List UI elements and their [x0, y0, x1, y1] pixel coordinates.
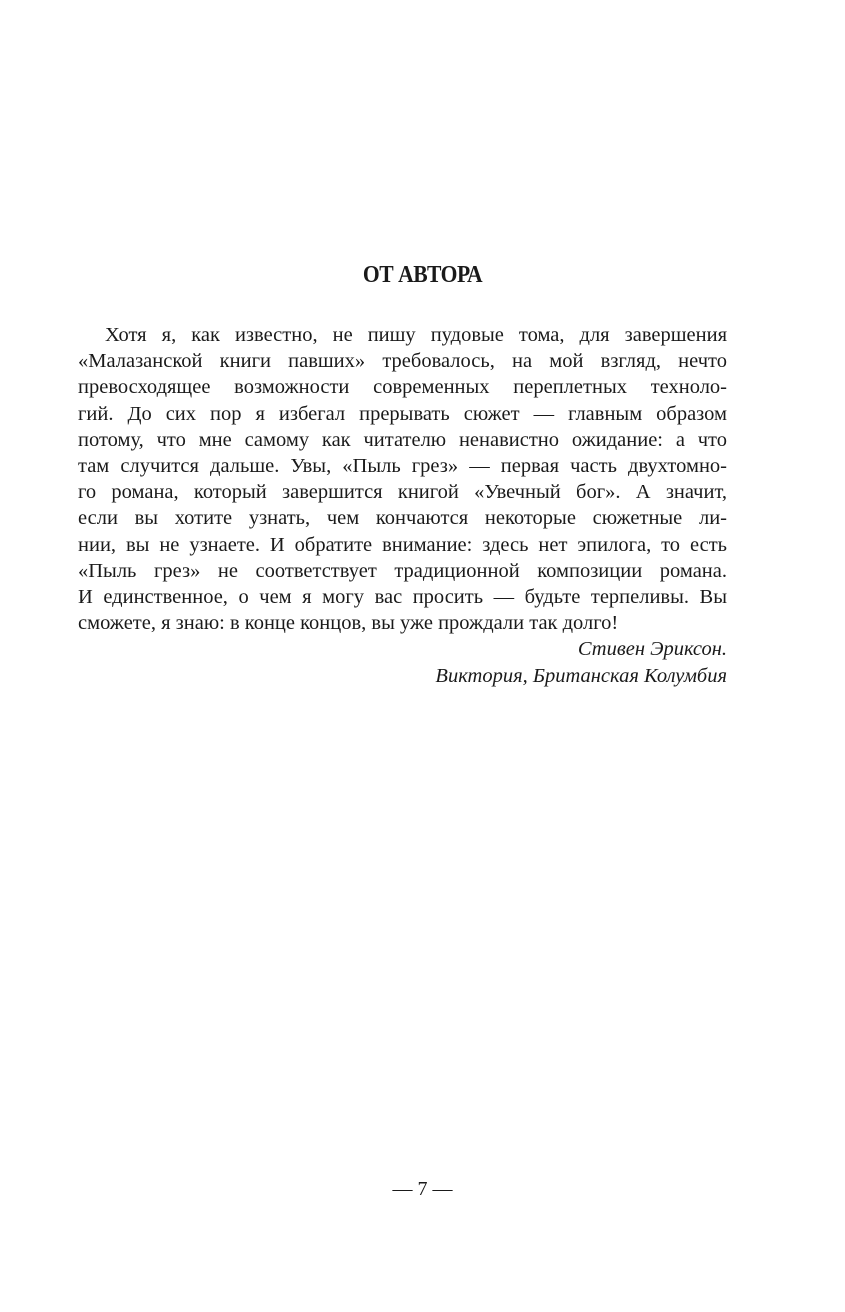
- text-line: потому, что мне самому как читателю ненавистно ожидание: а что: [78, 428, 727, 451]
- text-line: го романа, который завершится книгой «Увечный бог». А значит,: [78, 481, 727, 504]
- author-note-text: [78, 322, 727, 689]
- text-line: сможете, я знаю: в конце концов, вы уже прождали так долго!: [78, 612, 619, 635]
- text-line: гий. До сих пор я избегал прерывать сюжет — главным образом: [78, 402, 727, 425]
- signature-author: Стивен Эриксон.: [577, 638, 727, 661]
- text-line: «Пыль грез» не соответствует традиционной композиции романа.: [78, 559, 727, 582]
- text-line: нии, вы не узнаете. И обратите внимание: здесь нет эпилога, то есть: [78, 533, 727, 556]
- text-line: там случится дальше. Увы, «Пыль грез» — первая часть двухтомно-: [78, 455, 727, 478]
- page-number: — 7 —: [392, 1178, 453, 1200]
- page-title: ОТ АВТОРА: [362, 262, 483, 288]
- text-line: Хотя я, как известно, не пишу пудовые тома, для завершения: [105, 324, 727, 346]
- text-line: «Малазанской книги павших» требовалось, на мой взгляд, нечто: [78, 350, 727, 373]
- text-line: превосходящее возможности современных переплетных техноло-: [78, 376, 727, 399]
- signature-place: Виктория, Британская Колумбия: [435, 664, 727, 687]
- text-line: если вы хотите узнать, чем кончаются некоторые сюжетные ли-: [78, 507, 727, 530]
- text-line: И единственное, о чем я могу вас просить — будьте терпеливы. Вы: [78, 586, 727, 609]
